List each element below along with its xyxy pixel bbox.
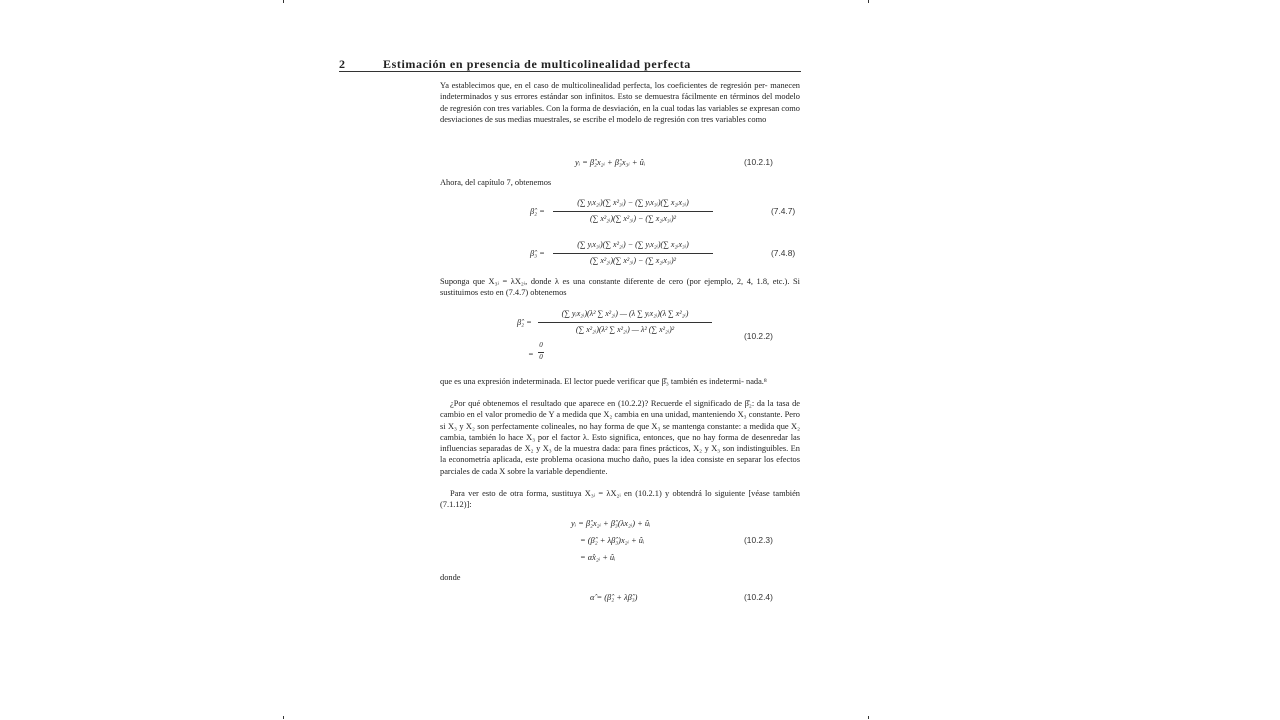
equation-10-2-2-result-equals: =	[528, 350, 534, 359]
equation-10-2-2-numerator: (∑ yᵢx₂ᵢ)(λ² ∑ x²₂ᵢ) — (λ ∑ yᵢx₂ᵢ)(λ ∑ x²₂ᵢ)	[561, 309, 689, 318]
crop-mark-top-left	[283, 0, 284, 3]
paragraph-suponga: Suponga que X₃ᵢ = λX₂ᵢ, donde λ es una constante diferente de cero (por ejemplo, 2, 4, 1.8, etc.). Si sustituimos esto en (7.4.7) obtenemos	[440, 277, 800, 298]
section-heading	[339, 57, 801, 72]
equation-10-2-3-line3: = α̂x₂ᵢ + ûᵢ	[580, 553, 616, 562]
paragraph-indeterminada: que es una expresión indeterminada. El lector puede verificar que β̂₃ también es indetermi- nada.⁸	[440, 377, 767, 386]
equation-7-4-8-lhs: β̂₃ =	[530, 249, 545, 258]
equation-10-2-3-line2: = (β̂₂ + λβ̂₃)x₂ᵢ + ûᵢ	[580, 536, 645, 545]
equation-number-7-4-7: (7.4.7)	[771, 206, 796, 216]
equation-7-4-7-lhs: β̂₂ =	[530, 207, 545, 216]
equation-10-2-4: α̂ = (β̂₂ + λβ̂₃)	[590, 593, 638, 602]
paragraph-otra-forma: Para ver esto de otra forma, sustituya X₃ᵢ = λX₂ᵢ en (10.2.1) y obtendrá lo siguiente [véase también (7.1.12)]:	[440, 489, 800, 510]
text-donde: donde	[440, 573, 461, 582]
equation-7-4-8-fraction-bar	[553, 253, 713, 254]
crop-mark-bottom-right	[868, 716, 869, 719]
equation-10-2-2-fraction-bar	[538, 322, 712, 323]
equation-10-2-1: yᵢ = β̂₂x₂ᵢ + β̂₃x₃ᵢ + ûᵢ	[575, 158, 646, 167]
equation-10-2-2-result-denominator: 0	[539, 353, 543, 361]
crop-mark-bottom-left	[283, 716, 284, 719]
equation-7-4-8-numerator: (∑ yᵢx₃ᵢ)(∑ x²₂ᵢ) − (∑ yᵢx₂ᵢ)(∑ x₂ᵢx₃ᵢ)	[577, 240, 689, 249]
equation-10-2-2-denominator: (∑ x²₂ᵢ)(λ² ∑ x²₂ᵢ) — λ² (∑ x²₂ᵢ)²	[575, 325, 675, 334]
equation-7-4-7-numerator: (∑ yᵢx₂ᵢ)(∑ x²₃ᵢ) − (∑ yᵢx₃ᵢ)(∑ x₂ᵢx₃ᵢ)	[577, 198, 689, 207]
equation-number-10-2-1: (10.2.1)	[744, 157, 773, 167]
equation-7-4-7-fraction-bar	[553, 211, 713, 212]
equation-10-2-3-line1: yᵢ = β̂₂x₂ᵢ + β̂₃(λx₂ᵢ) + ûᵢ	[571, 519, 651, 528]
paragraph-intro: Ya establecimos que, en el caso de multicolinealidad perfecta, los coeficientes de regresión per- manecen indeterminados y sus errores estándar son infinitos. Esto se demuestra fácilmente en términos del modelo de regresión con tres variables. Con la forma de desviación, en la cual todas las variables se expresan como desviaciones de sus medias muestrales, se escribe el modelo de regresión con tres variables como	[440, 81, 800, 124]
section-title: Estimación en presencia de multicolinealidad perfecta	[383, 57, 691, 71]
text-ahora: Ahora, del capítulo 7, obtenemos	[440, 178, 552, 187]
crop-mark-top-right	[868, 0, 869, 3]
equation-number-10-2-2: (10.2.2)	[744, 331, 773, 341]
equation-7-4-7-denominator: (∑ x²₂ᵢ)(∑ x²₃ᵢ) − (∑ x₂ᵢx₃ᵢ)²	[589, 214, 677, 223]
equation-10-2-2-lhs: β̂₂ =	[517, 318, 532, 327]
equation-7-4-8-denominator: (∑ x²₂ᵢ)(∑ x²₃ᵢ) − (∑ x₂ᵢx₃ᵢ)²	[589, 256, 677, 265]
equation-number-10-2-4: (10.2.4)	[744, 592, 773, 602]
section-number: 2	[339, 57, 346, 71]
equation-10-2-2-result-numerator: 0	[539, 341, 543, 349]
equation-number-7-4-8: (7.4.8)	[771, 248, 796, 258]
paragraph-por-que: ¿Por qué obtenemos el resultado que aparece en (10.2.2)? Recuerde el significado de β̂₂: da la tasa de cambio en el valor promedio de Y a medida que X₂ cambia en una unidad, manteniendo X₃ constante. Pero si X₃ y X₂ son perfectamente colineales, no hay forma de que X₃ se mantenga constante: a medida que X₂ cambia, también lo hace X₃ por el factor λ. Esto significa, entonces, que no hay forma de desenredar las influencias separadas de X₂ y X₃ de la muestra dada: para fines prácticos, X₂ y X₃ son indistinguibles. En la econometría aplicada, este problema ocasiona mucho daño, pues la idea consiste en separar los efectos parciales de cada X sobre la variable dependiente.	[440, 399, 800, 476]
equation-number-10-2-3: (10.2.3)	[744, 535, 773, 545]
